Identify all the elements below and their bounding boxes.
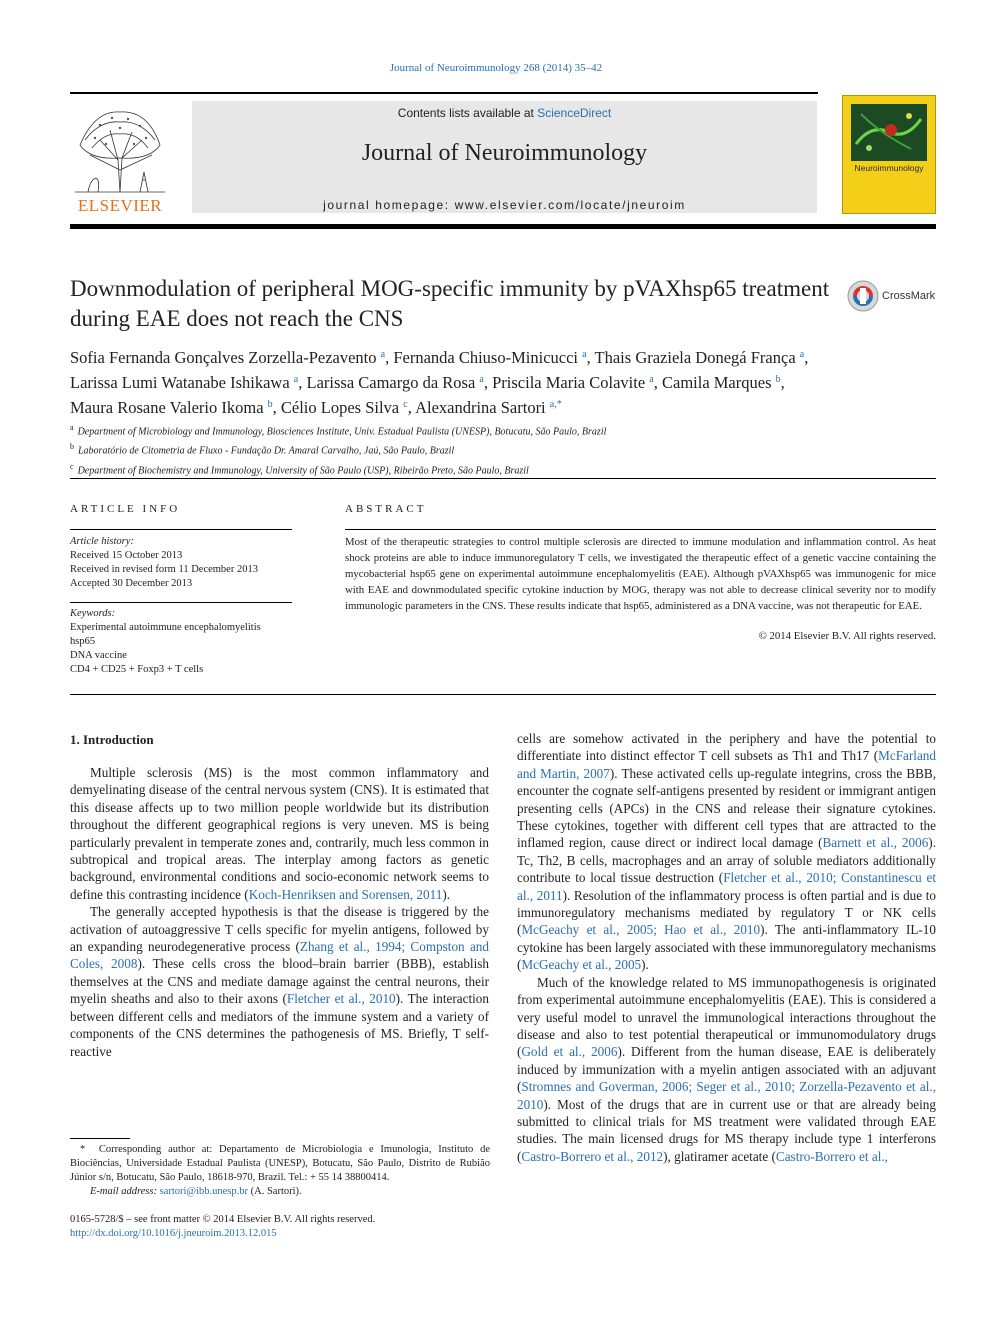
article-info-rule — [70, 529, 292, 530]
abstract-rule — [345, 529, 936, 530]
author-name[interactable]: Maura Rosane Valerio Ikoma — [70, 398, 264, 417]
paragraph: cells are somehow activated in the periphery and have the potential to differentiate into distinct effector T cell subsets as Th1 and Th17 (McFarland and Martin, 2007). These activated cells up-regulate integrins, cross the BBB, encounter the cognate self-antigens presented by resident or immigrant antigen presenting cells (APCs) in the CNS and release their signature cytokines. These cytokines, together with different cell types that are attracted to the inflamed region, cause direct or indirect local damage (Barnett et al., 2006). Tc, Th2, B cells, macrophages and an array of soluble mediators additionally contribute to local tissue destruction (Fletcher et al., 2010; Constantinescu et al., 2011). Resolution of the inflammatory process is often partial and is due to immunoregulatory mechanisms mediated by regulatory T or NK cells (McGeachy et al., 2005; Hao et al., 2010). The anti-inflammatory IL-10 cytokine has been largely associated with these immunoregulatory mechanisms (McGeachy et al., 2005). — [517, 731, 936, 973]
keyword-item: CD4 + CD25 + Foxp3 + T cells — [70, 664, 204, 675]
author-affiliation-mark[interactable]: c — [403, 399, 408, 410]
affiliations — [70, 420, 936, 478]
author-list — [70, 344, 940, 419]
author-affiliation-mark[interactable]: a — [479, 374, 484, 385]
journal-cover[interactable] — [842, 95, 936, 214]
keyword-item: hsp65 — [70, 636, 96, 647]
received-date: Received 15 October 2013 — [70, 550, 183, 561]
author-separator: , — [385, 348, 394, 367]
cover-micrograph-icon — [851, 104, 927, 161]
author-affiliation-mark[interactable]: a — [380, 349, 386, 360]
author-affiliation-mark[interactable]: a,* — [549, 399, 562, 410]
article-history — [70, 535, 300, 591]
doi-link[interactable]: http://dx.doi.org/10.1016/j.jneuroim.2013.12.015 — [70, 1228, 277, 1239]
keywords-label: Keywords: — [70, 608, 116, 619]
cover-image — [851, 104, 927, 161]
footnote-rule — [70, 1138, 130, 1139]
author-name[interactable]: Camila Marques — [661, 373, 772, 392]
front-matter — [70, 1213, 490, 1241]
author-name[interactable]: Priscila Maria Colavite — [492, 373, 646, 392]
crossmark-button[interactable] — [846, 279, 946, 315]
citation-link[interactable]: Castro-Borrero et al., — [775, 1148, 888, 1164]
citation-link[interactable]: McFarland and Martin, 2007 — [517, 748, 936, 781]
journal-reference[interactable]: Journal of Neuroimmunology 268 (2014) 35–42 — [389, 62, 603, 74]
author-affiliation-mark[interactable]: b — [267, 399, 273, 410]
contents-line — [192, 106, 817, 120]
keyword-item: Experimental autoimmune encephalomyelitis — [70, 622, 261, 633]
author-name[interactable]: Fernanda Chiuso-Minicucci — [393, 348, 578, 367]
author-name[interactable]: Célio Lopes Silva — [280, 398, 400, 417]
author-affiliation-mark[interactable]: b — [775, 374, 781, 385]
keyword-item: DNA vaccine — [70, 650, 127, 661]
paragraph: Multiple sclerosis (MS) is the most common inflammatory and demyelinating disease of the central nervous system (CNS). It is estimated that this disease affects up to two million people worldwide but its distribution throughout the different geographical regions is very uneven. MS is being particularly prevalent in temperate zones and, contrarily, much less common in subtropical and tropical areas. The interplay among factors as genetic background, environmental conditions and socio-economic network seems to define this contrasting incidence (Koch-Henriksen and Sorensen, 2011). — [70, 765, 489, 902]
contents-prefix: Contents lists available at — [397, 106, 538, 120]
author-affiliation-mark[interactable]: a — [799, 349, 805, 360]
body-column-right — [517, 730, 936, 1165]
body-column-left — [70, 764, 489, 1060]
author-affiliation-mark[interactable]: a — [582, 349, 587, 360]
introduction-heading: 1. Introduction — [70, 732, 154, 747]
affiliations-rule — [70, 478, 936, 479]
sciencedirect-link[interactable]: ScienceDirect — [537, 106, 612, 120]
paragraph: Much of the knowledge related to MS immunopathogenesis is originated from experimental autoimmune encephalomyelitis (EAE). This is considered a very useful model to unravel the immunological interactions throughout the disease and also to test potential therapeutical or immunomodulatory drugs (Gold et al., 2006). Different from the human disease, EAE is deliberately induced by immunization with a myelin antigen associated with an adjuvant (Stromnes and Goverman, 2006; Seger et al., 2010; Zorzella-Pezavento et al., 2010). Most of the drugs that are in current use or that are already being submitted to clinical trials for MS treatment were validated through EAE studies. The main licensed drugs for MS therapy include type 1 interferons (Castro-Borrero et al., 2012), glatiramer acetate (Castro-Borrero et al., — [517, 974, 936, 1164]
citation-link[interactable]: Stromnes and Goverman, 2006; Seger et al., 2010; Zorzella-Pezavento et al., 2010 — [517, 1079, 936, 1112]
paragraph: The generally accepted hypothesis is that the disease is triggered by the activation of autoaggressive T cells specific for myelin antigens, followed by an expanding neurodegenerative process (Zhang et al., 1994; Compston and Coles, 2008). These cells cross the blood–brain barrier (BBB), establish themselves at the CNS and mediate damage against the central neurons, their myelin sheaths and also to their axons (Fletcher et al., 2010). The interaction between different cells and mediators of the immune system and a variety of components of the CNS determines the pathogenesis of MS. Briefly, T self-reactive — [70, 904, 489, 1059]
publisher-name: ELSEVIER — [77, 196, 163, 215]
revised-date: Received in revised form 11 December 2013 — [70, 564, 258, 575]
author-name[interactable]: Sofia Fernanda Gonçalves Zorzella-Pezavento — [70, 348, 377, 367]
author-separator: , — [804, 348, 809, 367]
citation-link[interactable]: Fletcher et al., 2010 — [286, 991, 396, 1007]
author-separator: , — [780, 373, 785, 392]
email-link[interactable]: sartori@ibb.unesp.br — [159, 1186, 249, 1197]
author-affiliation-mark[interactable]: a — [649, 374, 654, 385]
abstract-copyright: © 2014 Elsevier B.V. All rights reserved. — [758, 630, 936, 642]
elsevier-logo — [70, 100, 170, 215]
footnote-text: Corresponding author at: Departamento de Microbiologia e Imunologia, Instituto de Biociências, Universidade Estadual Paulista (UNESP), Botucatu, São Paulo, Distrito de Rubião Júnior s/n, Botucatu, São Paulo, 18618-970, Brazil. Tel.: + 55 14 38800414. — [70, 1144, 491, 1183]
affiliation-b: $^b$ Laboratório de Citometria de Fluxo - Fundação Dr. Amaral Carvalho, Jaú, São Paulo, Brazil — [70, 442, 455, 457]
corresponding-author-footnote — [70, 1143, 490, 1199]
citation-link[interactable]: McGeachy et al., 2005 — [521, 957, 642, 973]
keywords — [70, 607, 300, 677]
author-separator: , — [483, 373, 493, 392]
header-rule — [70, 92, 818, 94]
article-info-heading: ARTICLE INFO — [70, 503, 181, 515]
journal-homepage[interactable]: journal homepage: www.elsevier.com/locate/jneuroim — [323, 198, 686, 212]
crossmark-label: CrossMark — [882, 290, 936, 302]
author-name[interactable]: Larissa Camargo da Rosa — [306, 373, 476, 392]
header-thick-rule — [70, 224, 936, 229]
citation-link[interactable]: McGeachy et al., 2005; Hao et al., 2010 — [521, 922, 761, 938]
author-separator: , — [298, 373, 307, 392]
crossmark-icon — [846, 279, 880, 313]
accepted-date: Accepted 30 December 2013 — [70, 578, 193, 589]
affiliation-c: $^c$ Department of Biochemistry and Immunology, University of São Paulo (USP), Ribeirão Preto, São Paulo, Brazil — [70, 461, 529, 476]
author-separator: , — [407, 398, 416, 417]
cover-title: Neuroimmunology — [854, 163, 924, 173]
issn-line: 0165-5728/$ – see front matter © 2014 Elsevier B.V. All rights reserved. — [70, 1214, 376, 1225]
citation-link[interactable]: Castro-Borrero et al., 2012 — [521, 1148, 664, 1164]
abstract-bottom-rule — [70, 694, 936, 695]
author-name[interactable]: Alexandrina Sartori — [415, 398, 546, 417]
author-affiliation-mark[interactable]: a — [293, 374, 299, 385]
email-label: E-mail address: — [90, 1186, 157, 1197]
author-separator: , — [653, 373, 662, 392]
citation-link[interactable]: Gold et al., 2006 — [521, 1044, 618, 1060]
citation-link[interactable]: Fletcher et al., 2010; Constantinescu et al., 2011 — [517, 870, 936, 903]
history-label: Article history: — [70, 536, 134, 547]
author-separator: , — [586, 348, 595, 367]
keywords-rule — [70, 602, 292, 603]
abstract-heading: ABSTRACT — [345, 503, 427, 515]
abstract-text: Most of the therapeutic strategies to control multiple sclerosis are directed to immune modulation and inflammation control. As heat shock proteins are able to induce immunoregulatory T cells, we investigated the therapeutic effect of a genetic vaccine containing the mycobacterial hsp65 gene on experimental autoimmune encephalomyelitis (EAE). Although pVAXhsp65 was immunogenic for mice with EAE and downmodulated specific cytokine induction by MOG, therapy was not able to decrease clinical severity nor to modify immunologic parameters in the CNS. These results indicate that hsp65, administered as a DNA vaccine, was not therapeutic for EAE. — [345, 536, 936, 612]
affiliation-a: $^a$ Department of Microbiology and Immunology, Biosciences Institute, Univ. Estadual Paulista (UNESP), Botucatu, São Paulo, Brazil — [70, 423, 607, 438]
email-owner: (A. Sartori). — [250, 1186, 302, 1197]
article-title: Downmodulation of peripheral MOG-specific immunity by pVAXhsp65 treatment during EAE does not reach the CNS — [70, 276, 830, 331]
author-name[interactable]: Larissa Lumi Watanabe Ishikawa — [70, 373, 290, 392]
citation-link[interactable]: Barnett et al., 2006 — [822, 835, 929, 851]
citation-link[interactable]: Koch-Henriksen and Sorensen, 2011 — [248, 886, 443, 902]
author-name[interactable]: Thais Graziela Donegá França — [594, 348, 796, 367]
author-separator: , — [272, 398, 281, 417]
journal-title: Journal of Neuroimmunology — [361, 140, 648, 166]
citation-link[interactable]: Zhang et al., 1994; Compston and Coles, 2008 — [70, 939, 489, 972]
footnote-star: * — [80, 1144, 86, 1155]
